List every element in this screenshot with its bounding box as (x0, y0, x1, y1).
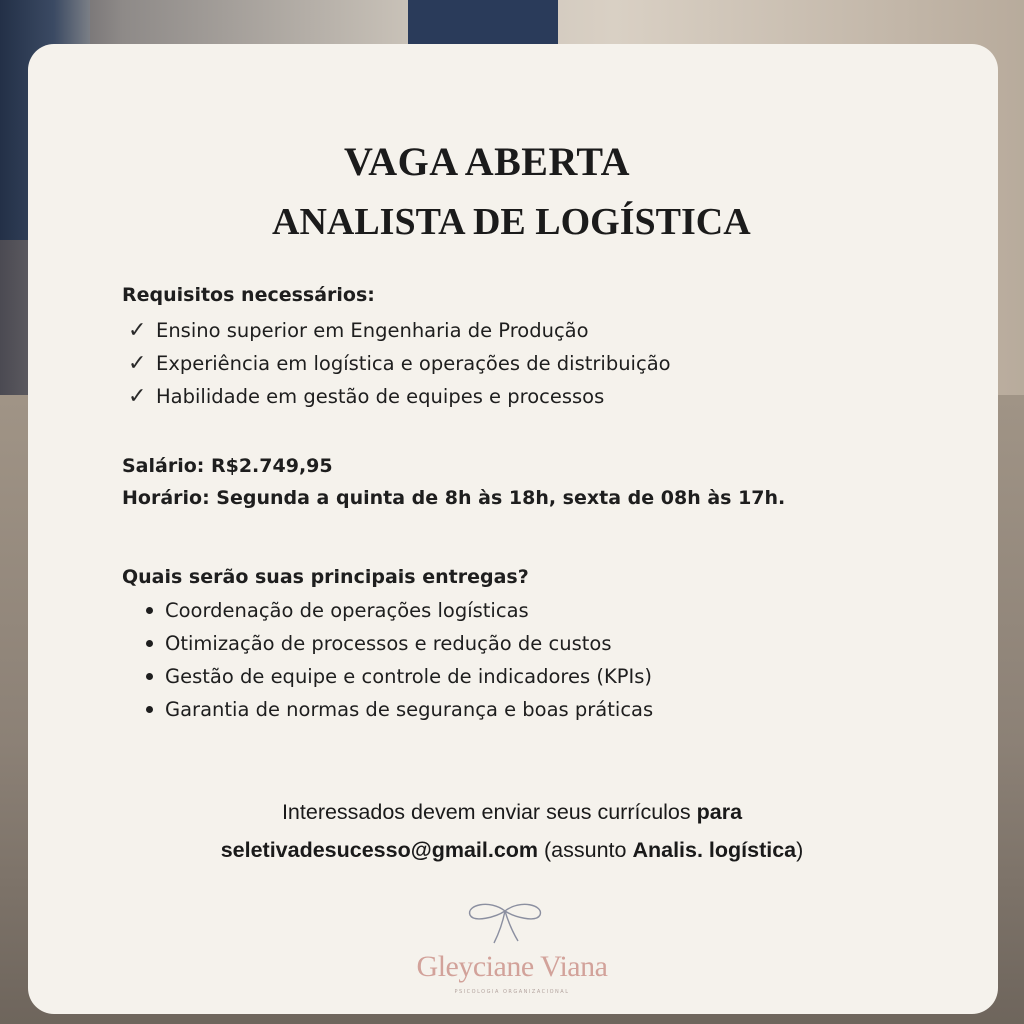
requirements-list (122, 314, 671, 413)
post-title: VAGA ABERTA (344, 139, 631, 184)
requirement-text: Experiência em logística e operações de distribuição (156, 352, 671, 375)
bullet-icon (146, 640, 153, 647)
contact-line-1 (0, 800, 1024, 825)
deliverable-text: Coordenação de operações logísticas (165, 599, 529, 622)
bullet-icon (146, 673, 153, 680)
bullet-icon (146, 607, 153, 614)
list-item (122, 314, 671, 347)
subject-open: (assunto (538, 838, 633, 862)
ribbon-icon (460, 897, 550, 947)
requirements-heading: Requisitos necessários: (122, 284, 375, 306)
job-info-section (122, 450, 785, 514)
deliverable-text: Garantia de normas de segurança e boas práticas (165, 698, 654, 721)
check-icon: ✓ (128, 351, 147, 376)
salary-text: Salário: R$2.749,95 (122, 455, 333, 477)
logo-name: Gleyciane Viana (416, 950, 608, 983)
requirements-section (122, 284, 671, 413)
contact-instruction: Interessados devem enviar seus currículos (281, 800, 697, 824)
deliverables-section (122, 566, 653, 726)
requirement-text: Ensino superior em Engenharia de Produção (156, 319, 589, 342)
background-person-2 (408, 0, 558, 45)
job-post-card (28, 44, 998, 1014)
bullet-icon (146, 706, 153, 713)
list-item (122, 693, 653, 726)
list-item (122, 380, 671, 413)
deliverable-text: Otimização de processos e redução de custos (165, 632, 612, 655)
check-icon: ✓ (128, 318, 147, 343)
check-icon: ✓ (128, 384, 147, 409)
deliverables-heading: Quais serão suas principais entregas? (122, 566, 529, 588)
deliverables-list (122, 594, 653, 726)
contact-email: seletivadesucesso@gmail.com (220, 838, 539, 862)
logo-subtitle: PSICOLOGIA ORGANIZACIONAL (454, 989, 570, 995)
list-item (122, 594, 653, 627)
contact-para: para (696, 800, 743, 824)
subject-text: Analis. logística (632, 838, 797, 862)
list-item (122, 660, 653, 693)
schedule-text: Horário: Segunda a quinta de 8h às 18h, sexta de 08h às 17h. (122, 487, 786, 509)
post-subtitle: ANALISTA DE LOGÍSTICA (272, 201, 751, 243)
contact-line-2 (0, 838, 1024, 863)
subject-close: ) (796, 838, 804, 862)
deliverable-text: Gestão de equipe e controle de indicadores (KPIs) (165, 665, 653, 688)
requirement-text: Habilidade em gestão de equipes e processos (156, 385, 605, 408)
list-item (122, 347, 671, 380)
list-item (122, 627, 653, 660)
